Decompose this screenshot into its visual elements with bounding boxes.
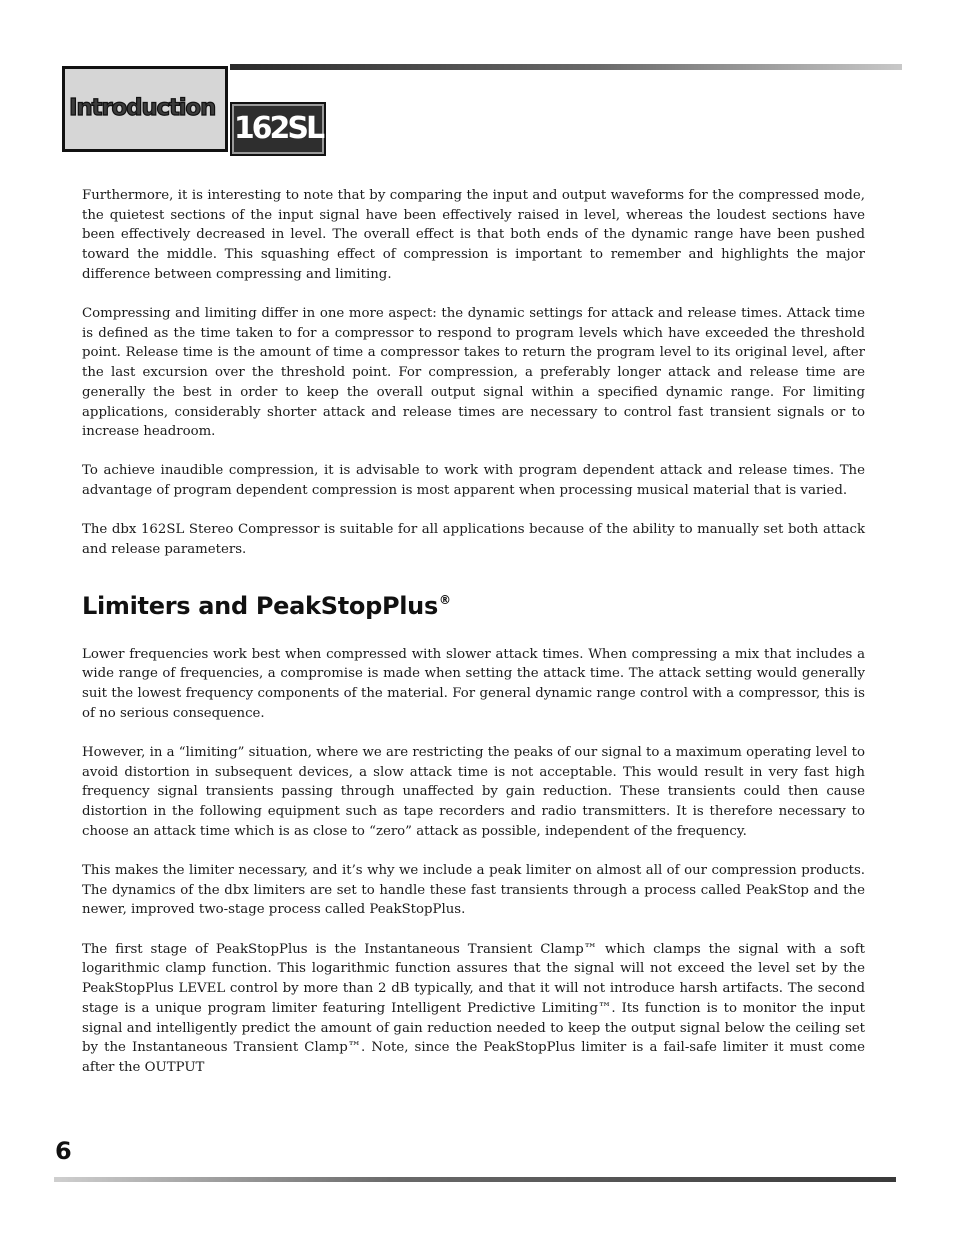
paragraph: Lower frequencies work best when compressed with slower attack times. When compressing a mix that includes a wide range of frequencies, a compromise is made when setting the attack time. The attack setting would generally suit the lowest frequency components of the material. For general dynamic range control with a compressor, this is of no serious consequence.	[82, 646, 865, 721]
header-rule	[230, 64, 902, 70]
paragraph: This makes the limiter necessary, and it’s why we include a peak limiter on almost all of our compression products. The dynamics of the dbx limiters are set to handle these fast transients through a process called PeakStop and the newer, improved two-stage process called PeakStopPlus.	[82, 863, 865, 918]
paragraph: However, in a “limiting” situation, where we are restricting the peaks of our signal to a maximum operating level to avoid distortion in subsequent devices, a slow attack time is not acceptable. This would result in very fast high frequency signal transients passing through unaffected by gain reduction. These transients could then cause distortion in the following equipment such as tape recorders and radio transmitters. It is therefore necessary to choose an attack time which is as close to “zero” attack as possible, independent of the frequency.	[82, 745, 865, 839]
section-heading	[82, 592, 865, 620]
section-tab	[62, 66, 228, 152]
section-heading-text: Limiters and PeakStopPlus	[82, 591, 438, 620]
paragraph: To achieve inaudible compression, it is advisable to work with program dependent attack and release times. The advantage of program dependent compression is most apparent when processing musical material that is varied.	[82, 463, 865, 499]
page-body	[82, 186, 865, 1097]
paragraph: The first stage of PeakStopPlus is the Instantaneous Transient Clamp™ which clamps the signal with a soft logarithmic clamp function. This logarithmic function assures that the signal will not exceed the level set by the PeakStopPlus LEVEL control by more than 2 dB typically, and that it will not introduce harsh artifacts. The second stage is a unique program limiter featuring Intelligent Predictive Limiting™. Its function is to monitor the input signal and intelligently predict the amount of gain reduction needed to keep the output signal below the ceiling set by the Instantaneous Transient Clamp™. Note, since the PeakStopPlus limiter is a fail-safe limiter it must come after the OUTPUT	[82, 941, 865, 1075]
footer-rule	[54, 1177, 896, 1182]
paragraph: The dbx 162SL Stereo Compressor is suitable for all applications because of the ability to manually set both attack and release parameters.	[82, 522, 865, 558]
registered-mark: ®	[438, 592, 451, 607]
model-badge: 162SL	[230, 102, 326, 156]
paragraph: Furthermore, it is interesting to note that by comparing the input and output waveforms for the compressed mode, the quietest sections of the input signal have been effectively raised in level, whereas the loudest sections have been effectively decreased in level. The overall effect is that both ends of the dynamic range have been pushed toward the middle. This squashing effect of compression is important to remember and highlights the major difference between compressing and limiting.	[82, 188, 865, 282]
section-title: Introduction	[69, 95, 216, 121]
paragraph: Compressing and limiting differ in one more aspect: the dynamic settings for attack and release times. Attack time is defined as the time taken to for a compressor to respond to program levels which have exceeded the threshold point. Release time is the amount of time a compressor takes to return the program level to its original level, after the last excursion over the threshold point. For compression, a preferably longer attack and release time are generally the best in order to keep the overall output signal within a specified dynamic range. For limiting applications, considerably shorter attack and release times are necessary to control fast transient signals or to increase headroom.	[82, 306, 865, 440]
page-number: 6	[55, 1137, 72, 1165]
